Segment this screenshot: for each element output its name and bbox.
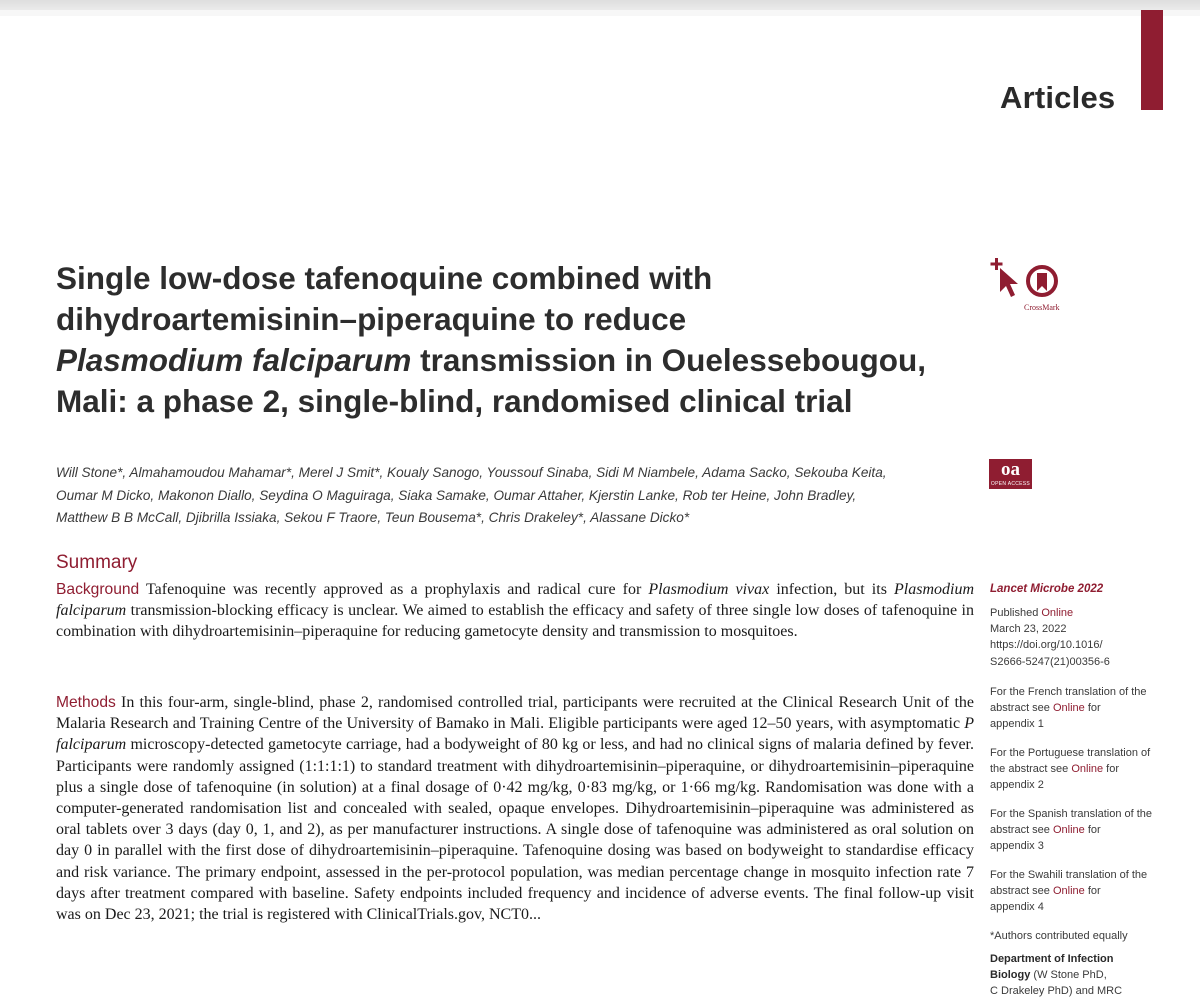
affiliation-note bbox=[990, 951, 1170, 1000]
french-note-for: for bbox=[1084, 702, 1101, 715]
publication-info bbox=[990, 605, 1170, 670]
french-appendix: appendix 1 bbox=[990, 718, 1044, 731]
methods-text-1: In this four-arm, single-blind, phase 2, randomised controlled trial, participants were recruited at the Clinical Research Unit of the Malaria Research and Training Centre of the University of Bamako in Mali. Eligible participants were aged 12–50 years, with asymptomatic bbox=[56, 694, 974, 733]
spanish-online-link[interactable]: Online bbox=[1052, 824, 1085, 837]
crossmark-label: CrossMark bbox=[1024, 303, 1060, 312]
swahili-note-line-1: For the Swahili translation of the bbox=[990, 869, 1148, 881]
portuguese-note-for: for bbox=[1103, 763, 1120, 776]
author-line-2: Oumar M Dicko, Makonon Diallo, Seydina O Maguiraga, Siaka Samake, Oumar Attaher, Kjerstin Lanke, Rob ter Heine, John Bradley, bbox=[56, 487, 857, 503]
author-list bbox=[56, 462, 956, 530]
spanish-note-text: abstract see bbox=[990, 824, 1053, 837]
swahili-appendix: appendix 4 bbox=[990, 901, 1044, 914]
affiliation-bold: Biology bbox=[990, 969, 1031, 982]
title-line-4: Mali: a phase 2, single-blind, randomised clinical trial bbox=[56, 383, 853, 419]
title-line-3-rest: transmission in Ouelessebougou, bbox=[411, 342, 926, 378]
summary-heading: Summary bbox=[56, 552, 138, 573]
background-italic-1: Plasmodium vivax bbox=[648, 581, 770, 598]
title-italic-species: Plasmodium falciparum bbox=[56, 342, 412, 378]
title-line-1: Single low-dose tafenoquine combined with bbox=[56, 260, 713, 296]
spanish-note-line-1: For the Spanish translation of the bbox=[990, 808, 1153, 820]
swahili-online-link[interactable]: Online bbox=[1052, 885, 1085, 898]
portuguese-note-text: the abstract see bbox=[990, 763, 1072, 776]
swahili-note-text: abstract see bbox=[990, 885, 1053, 898]
background-text-2: infection, but its bbox=[769, 581, 895, 598]
doi-line-1[interactable]: https://doi.org/10.1016/ bbox=[990, 639, 1103, 652]
methods-text-2: microscopy-detected gametocyte carriage, had a bodyweight of 80 kg or less, and had no clinical signs of malaria defined by fever. Participants were randomly assigned (1:1:1:1) to standard treatment with dihydroartemisinin–piperaquine, or dihydroartemisinin–piperaquine plus a single dose of tafenoquine (in solution) at a final dosage of 0·42 mg/kg, 0·83 mg/kg, or 1·66 mg/kg. Randomisation was done with a computer-generated randomisation list and concealed with sealed, opaque envelopes. Dihydroartemisinin–piperaquine was administered as oral tablets over 3 days (day 0, 1, and 2), as per manufacturer instructions. A single dose of tafenoquine was administered as oral solution on day 0 in parallel with the first dose of dihydroartemisinin–piperaquine. Tafenoquine dosing was based on bodyweight to standardise efficacy and risk variance. The primary endpoint, assessed in the per-protocol population, was median percentage change in mosquito infection rate 7 days after treatment compared with baseline. Safety endpoints included frequency and incidence of adverse events. The final follow-up visit was on Dec 23, 2021; the trial is registered with ClinicalTrials.gov, NCT0... bbox=[56, 736, 974, 924]
author-line-3: Matthew B B McCall, Djibrilla Issiaka, Sekou F Traore, Teun Bousema*, Chris Drakeley*, Alassane Dicko* bbox=[56, 510, 690, 525]
french-online-link[interactable]: Online bbox=[1052, 702, 1085, 715]
section-label: Articles bbox=[1000, 80, 1116, 115]
background-text-3: transmission-blocking efficacy is unclear. We aimed to establish the efficacy and safety of three single low doses of tafenoquine in combination with dihydroartemisinin–piperaquine for reducing gametocyte density and transmission to mosquitoes. bbox=[56, 602, 974, 641]
background-heading: Background bbox=[56, 581, 140, 598]
abstract-background bbox=[56, 579, 974, 643]
title-line-3 bbox=[56, 340, 936, 381]
methods-italic-1: P falciparum bbox=[56, 715, 974, 754]
author-line-1: Will Stone*, Almahamoudou Mahamar*, Merel J Smit*, Koualy Sanogo, Youssouf Sinaba, Sidi M Niambele, Adama Sacko, Sekouba Keita, bbox=[56, 465, 887, 480]
spanish-note-for: for bbox=[1084, 824, 1101, 837]
swahili-translation-note bbox=[990, 867, 1170, 916]
portuguese-online-link[interactable]: Online bbox=[1071, 763, 1104, 776]
affiliation-line-3: C Drakeley PhD) and MRC bbox=[990, 985, 1123, 998]
swahili-note-for: for bbox=[1084, 885, 1101, 898]
journal-accent-bar bbox=[1141, 10, 1163, 110]
spanish-appendix: appendix 3 bbox=[990, 840, 1044, 853]
background-text-1: Tafenoquine was recently approved as a prophylaxis and radical cure for bbox=[139, 581, 649, 598]
abstract-methods bbox=[56, 692, 974, 925]
background-italic-2: Plasmodium falciparum bbox=[56, 581, 975, 620]
publication-date: March 23, 2022 bbox=[990, 623, 1067, 636]
portuguese-appendix: appendix 2 bbox=[990, 779, 1044, 792]
open-access-sublabel: OPEN ACCESS bbox=[990, 481, 1031, 487]
french-translation-note bbox=[990, 684, 1170, 733]
open-access-label: oa bbox=[1001, 459, 1020, 480]
portuguese-translation-note bbox=[990, 745, 1170, 794]
authors-equal-note: *Authors contributed equally bbox=[990, 930, 1128, 942]
affiliation-line-2: (W Stone PhD, bbox=[1030, 969, 1107, 982]
methods-heading: Methods bbox=[56, 694, 116, 711]
doi-line-2[interactable]: S2666-5247(21)00356-6 bbox=[990, 655, 1110, 668]
journal-citation: Lancet Microbe 2022 bbox=[990, 583, 1104, 595]
portuguese-note-line-1: For the Portuguese translation of bbox=[990, 747, 1151, 759]
french-note-text: abstract see bbox=[990, 702, 1053, 715]
title-line-2: dihydroartemisinin–piperaquine to reduce bbox=[56, 301, 687, 337]
published-online-link[interactable]: Online bbox=[1041, 607, 1074, 619]
viewer-top-bar bbox=[0, 0, 1200, 16]
open-access-badge bbox=[989, 459, 1032, 489]
cursor-arrow-icon bbox=[1000, 268, 1018, 297]
published-prefix: Published bbox=[990, 607, 1042, 619]
french-note-line-1: For the French translation of the bbox=[990, 686, 1147, 698]
article-title bbox=[56, 258, 936, 422]
spanish-translation-note bbox=[990, 806, 1170, 855]
crossmark-circle-icon bbox=[1028, 267, 1056, 295]
crossmark-plus-icon bbox=[991, 258, 1003, 270]
affiliation-line-1: Department of Infection bbox=[990, 953, 1114, 965]
